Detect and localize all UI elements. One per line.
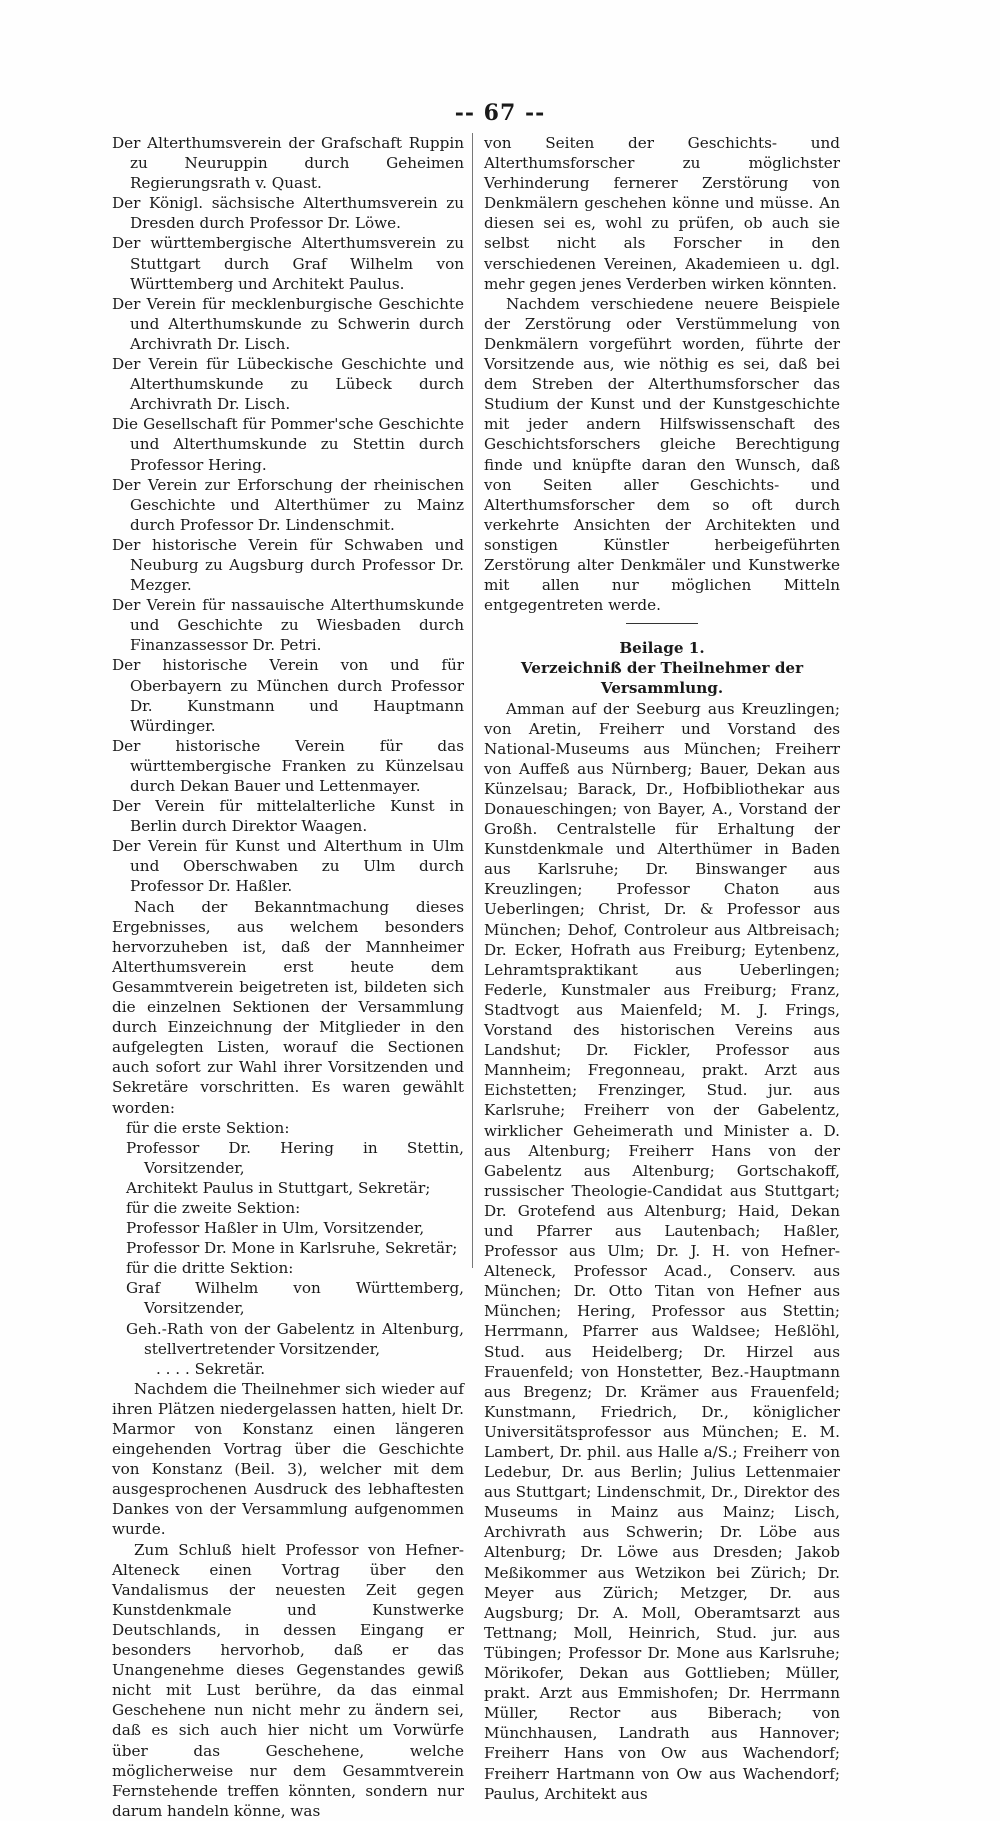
- section-vice-chair: Geh.-Rath von der Gabelentz in Altenburg, stellvertretender Vorsitzender,: [126, 1319, 464, 1358]
- section-secretary: . . . . Sekretär.: [156, 1359, 266, 1378]
- right-column: [484, 133, 840, 1804]
- page-number: -- 67 --: [454, 100, 546, 126]
- society-entry: Der historische Verein für das württembergische Franken zu Künzelsau durch Dekan Bauer und Lettenmayer.: [112, 736, 464, 795]
- section-rule: [626, 623, 698, 624]
- section-chair: Professor Haßler in Ulm, Vorsitzender,: [126, 1219, 425, 1238]
- paragraph-election: Nach der Bekanntmachung dieses Ergebnisses, aus welchem besonders hervorzuheben ist, daß der Mannheimer Alterthumsverein erst heute dem Gesammtverein beigetreten ist, bildeten sich die einzelnen Sektionen der Versammlung durch Einzeichnung der Mitglieder in den aufgelegten Listen, worauf die Sectionen auch sofort zur Wahl ihrer Vorsitzenden und Sekretäre vorschritten. Es waren gewählt worden:: [112, 897, 464, 1117]
- paragraph-hefner: Zum Schluß hielt Professor von Hefner-Alteneck einen Vortrag über den Vandalismus der neuesten Zeit gegen Kunstdenkmale und Kunstwerke Deutschlands, in dessen Eingang er besonders hervorhob, daß er das Unangenehme dieses Gegenstandes gewiß nicht mit Lust berühre, da das einmal Geschehene nun nicht mehr zu ändern sei, daß es sich auch hier nicht um Vorwürfe über das Geschehene, welche möglicherweise nur dem Gesammtverein Fernstehende treffen könnten, sondern nur darum handeln könne, was: [112, 1540, 464, 1820]
- left-column: [112, 133, 464, 1821]
- section-secretary: Architekt Paulus in Stuttgart, Sekretär;: [126, 1178, 431, 1197]
- paragraph-marmor: Nachdem die Theilnehmer sich wieder auf ihren Plätzen niedergelassen hatten, hielt Dr. Marmor von Konstanz einen längeren eingehenden Vortrag über die Geschichte von Konstanz (Beil. 3), welcher mit dem ausgesprochenen Ausdruck des lebhaftesten Dankes von der Versammlung aufgenommen wurde.: [112, 1379, 464, 1539]
- society-entry: Der Verein für nassauische Alterthumskunde und Geschichte zu Wiesbaden durch Finanzassessor Dr. Petri.: [112, 596, 464, 655]
- section-label: für die zweite Sektion:: [126, 1198, 301, 1217]
- society-entry: Der historische Verein von und für Oberbayern zu München durch Professor Dr. Kunstmann und Hauptmann Würdinger.: [112, 656, 464, 735]
- society-entry: Der württembergische Alterthumsverein zu Stuttgart durch Graf Wilhelm von Württemberg und Architekt Paulus.: [112, 234, 464, 293]
- society-entry: Der Königl. sächsische Alterthumsverein zu Dresden durch Professor Dr. Löwe.: [112, 194, 464, 233]
- society-entry: Der Verein zur Erforschung der rheinischen Geschichte und Alterthümer zu Mainz durch Professor Dr. Lindenschmit.: [112, 475, 464, 534]
- society-entry: Der Verein für Kunst und Alterthum in Ulm und Oberschwaben zu Ulm durch Professor Dr. Haßler.: [112, 837, 464, 896]
- society-entry: Der historische Verein für Schwaben und Neuburg zu Augsburg durch Professor Dr. Mezger.: [112, 535, 464, 595]
- society-entry: Der Verein für Lübeckische Geschichte und Alterthumskunde zu Lübeck durch Archivrath Dr. Lisch.: [112, 355, 464, 414]
- society-entry: Der Alterthumsverein der Grafschaft Ruppin zu Neuruppin durch Geheimen Regierungsrath v. Quast.: [112, 134, 464, 193]
- appendix-subtitle: Verzeichniß der Theilnehmer der Versammlung.: [520, 659, 804, 698]
- column-divider: [472, 133, 473, 1268]
- paragraph-examples: Nachdem verschiedene neuere Beispiele der Zerstörung oder Verstümmelung von Denkmälern vorgeführt worden, führte der Vorsitzende aus, wie nöthig es sei, daß bei dem Streben der Alterthumsforscher das Studium der Kunst und der Kunstgeschichte mit jeder andern Hilfswissenschaft des Geschichtsforschers gleiche Berechtigung finde und knüpfte daran den Wunsch, daß von Seiten aller Geschichts- und Alterthumsforscher dem so oft durch verkehrte Ansichten der Architekten und sonstigen Künstler herbeigeführten Zerstörung alter Denkmäler und Kunstwerke mit allen nur möglichen Mitteln entgegentreten werde.: [484, 294, 840, 615]
- paragraph-continuation: von Seiten der Geschichts- und Alterthumsforscher zu möglichster Verhinderung fernerer Zerstörung von Denkmälern geschehen könne und müsse. An diesen sei es, wohl zu prüfen, ob auch sie selbst nicht als Forscher in den verschiedenen Vereinen, Akademieen u. dgl. mehr gegen jenes Verderben wirken könnten.: [484, 134, 840, 293]
- appendix-title: Beilage 1.: [619, 639, 705, 658]
- participant-list: Amman auf der Seeburg aus Kreuzlingen; von Aretin, Freiherr und Vorstand des National-Museums aus München; Freiherr von Auffeß aus Nürnberg; Bauer, Dekan aus Künzelsau; Barack, Dr., Hofbibliothekar aus Donaueschingen; von Bayer, A., Vorstand der Großh. Centralstelle für Erhaltung der Kunstdenkmale und Alterthümer in Baden aus Karlsruhe; Dr. Binswanger aus Kreuzlingen; Professor Chaton aus Ueberlingen; Christ, Dr. & Professor aus München; Dehof, Controleur aus Altbreisach; Dr. Ecker, Hofrath aus Freiburg; Eytenbenz, Lehramtspraktikant aus Ueberlingen; Federle, Kunstmaler aus Freiburg; Franz, Stadtvogt aus Maienfeld; M. J. Frings, Vorstand des historischen Vereins aus Landshut; Dr. Fickler, Professor aus Mannheim; Fregonneau, prakt. Arzt aus Eichstetten; Frenzinger, Stud. jur. aus Karlsruhe; Freiherr von der Gabelentz, wirklicher Geheimerath und Minister a. D. aus Altenburg; Freiherr Hans von der Gabelentz aus Altenburg; Gortschakoff, russischer Theologie-Candidat aus Stuttgart; Dr. Grotefend aus Altenburg; Haid, Dekan und Pfarrer aus Lautenbach; Haßler, Professor aus Ulm; Dr. J. H. von Hefner-Alteneck, Professor Acad., Conserv. aus München; Dr. Otto Titan von Hefner aus München; Hering, Professor aus Stettin; Herrmann, Pfarrer aus Waldsee; Heßlöhl, Stud. aus Heidelberg; Dr. Hirzel aus Frauenfeld; von Honstetter, Bez.-Hauptmann aus Bregenz; Dr. Krämer aus Frauenfeld; Kunstmann, Friedrich, Dr., königlicher Universitätsprofessor aus München; E. M. Lambert, Dr. phil. aus Halle a/S.; Freiherr von Ledebur, Dr. aus Berlin; Julius Lettenmaier aus Stuttgart; Lindenschmit, Dr., Direktor des Museums in Mainz aus Mainz; Lisch, Archivrath aus Schwerin; Dr. Löbe aus Altenburg; Dr. Löwe aus Dresden; Jakob Meßikommer aus Wetzikon bei Zürich; Dr. Meyer aus Zürich; Metzger, Dr. aus Augsburg; Dr. A. Moll, Oberamtsarzt aus Tettnang; Moll, Heinrich, Stud. jur. aus Tübingen; Professor Dr. Mone aus Karlsruhe; Mörikofer, Dekan aus Gottlieben; Müller, prakt. Arzt aus Emmishofen; Dr. Herrmann Müller, Rector aus Biberach; von Münchhausen, Landrath aus Hannover; Freiherr Hans von Ow aus Wachendorf; Freiherr Hartmann von Ow aus Wachendorf; Paulus, Architekt aus: [484, 699, 840, 1803]
- section-secretary: Professor Dr. Mone in Karlsruhe, Sekretär;: [126, 1239, 458, 1258]
- society-entry: Der Verein für mecklenburgische Geschichte und Alterthumskunde zu Schwerin durch Archivrath Dr. Lisch.: [112, 294, 464, 353]
- section-label: für die dritte Sektion:: [126, 1259, 294, 1278]
- society-entry: Die Gesellschaft für Pommer'sche Geschichte und Alterthumskunde zu Stettin durch Professor Hering.: [112, 415, 464, 474]
- society-entry: Der Verein für mittelalterliche Kunst in Berlin durch Direktor Waagen.: [112, 797, 464, 836]
- section-chair: Professor Dr. Hering in Stettin, Vorsitzender,: [126, 1138, 464, 1177]
- section-label: für die erste Sektion:: [126, 1118, 290, 1137]
- section-chair: Graf Wilhelm von Württemberg, Vorsitzender,: [126, 1279, 464, 1318]
